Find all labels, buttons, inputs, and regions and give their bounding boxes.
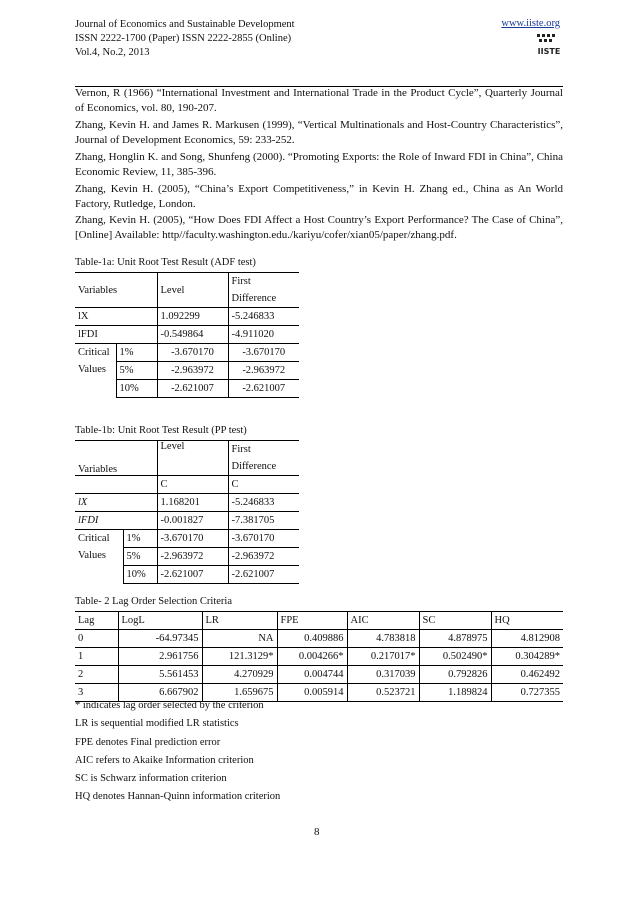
table2-header: FPE [277,612,347,630]
table-row: 3 6.667902 1.659675 0.005914 0.523721 1.189824 0.727355 [75,684,563,702]
table-row: 0 -64.97345 NA 0.409886 4.783818 4.878975 4.812908 [75,630,563,648]
reference-item: Zhang, Kevin H. (2005), “How Does FDI Affect a Host Country’s Export Performance? The Case of China”, [Online] Available: http//faculty.washington.edu./kariyu/cofer/xian05/paper/zhang.pdf. [75,214,563,241]
table2-header: LogL [118,612,202,630]
reference-item: Zhang, Honglin K. and Song, Shunfeng (2000). “Promoting Exports: the Role of Inward FDI in China”, China Economic Review, 11, 385-396. [75,151,563,178]
table2-caption: Table- 2 Lag Order Selection Criteria [75,596,232,607]
table1a-cell: 5% [116,362,157,380]
table1b-cell: -3.670170 [157,530,228,548]
table2-header-row [75,612,563,630]
table1b-header-variables: Variables [75,441,157,476]
table2-note: AIC refers to Akaike Information criterion [75,755,254,766]
table1b-subheader: C [157,476,228,494]
table2-header: LR [202,612,277,630]
table1a-cell: -2.621007 [157,380,228,398]
table1b-cell: 1% [123,530,157,548]
table2-header: HQ [491,612,563,630]
page-number: 8 [314,826,320,838]
table1b-subheader: C [228,476,299,494]
table-row: 1 2.961756 121.3129* 0.004266* 0.217017* 0.502490* 0.304289* [75,648,563,666]
reference-item: Vernon, R (1966) “International Investment and International Trade in the Product Cycle”, Quarterly Journal of Economics, vol. 80, 190-207. [75,87,563,114]
table1b-caption: Table-1b: Unit Root Test Result (PP test) [75,425,247,436]
table1a-header-level: Level [157,273,228,308]
table1b-var-lfdi: lFDI [75,512,157,530]
table1a-cell: -3.670170 [157,344,228,362]
journal-url-link[interactable]: www.iiste.org [501,18,560,29]
svg-text:IISTE: IISTE [537,47,561,56]
table1b-cell: -2.621007 [157,566,228,584]
table1b-critical-label: Critical Values [78,533,110,561]
table1b-var-lx: lX [75,494,157,512]
table2-header: SC [419,612,491,630]
table1b [75,440,299,584]
table2-note: SC is Schwarz information criterion [75,773,227,784]
table2-note: LR is sequential modified LR statistics [75,718,239,729]
table1b-header-level: Level [157,441,228,459]
volume-line: Vol.4, No.2, 2013 [75,47,150,58]
table1a-var-lfdi: lFDI [75,326,157,344]
table1a-cell: -5.246833 [228,308,299,326]
table1b-cell: 10% [123,566,157,584]
table2-header: Lag [75,612,118,630]
table1a [75,272,299,398]
issn-line: ISSN 2222-1700 (Paper) ISSN 2222-2855 (Online) [75,33,292,44]
table1a-cell: -0.549864 [157,326,228,344]
table1a-cell: -3.670170 [228,344,299,362]
table1a-cell: -4.911020 [228,326,299,344]
table2-header: AIC [347,612,419,630]
table1a-cell: 1% [116,344,157,362]
table1b-cell: -5.246833 [228,494,299,512]
table1b-cell: -2.621007 [228,566,299,584]
journal-title: Journal of Economics and Sustainable Development [75,19,295,30]
table1b-cell: -7.381705 [228,512,299,530]
table1a-cell: 1.092299 [157,308,228,326]
table1a-header-first-difference: First Difference [228,273,299,308]
table1a-caption: Table-1a: Unit Root Test Result (ADF test) [75,257,256,268]
table2-note: HQ denotes Hannan-Quinn information criterion [75,791,281,802]
table2-note: FPE denotes Final prediction error [75,737,221,748]
table1b-cell: 1.168201 [157,494,228,512]
table-row: 2 5.561453 4.270929 0.004744 0.317039 0.792826 0.462492 [75,666,563,684]
table1a-cell: -2.963972 [228,362,299,380]
table1b-cell: -3.670170 [228,530,299,548]
table1a-cell: -2.621007 [228,380,299,398]
table1a-var-lx: lX [75,308,157,326]
table1a-critical-label: Critical Values [78,347,110,375]
reference-item: Zhang, Kevin H. (2005), “China’s Export Competitiveness,” in Kevin H. Zhang ed., China as An World Factory, Rutledge, London. [75,183,563,210]
table1b-cell: 5% [123,548,157,566]
table1b-cell: -2.963972 [157,548,228,566]
iiste-logo-icon [535,32,563,56]
reference-item: Zhang, Kevin H. and James R. Markusen (1999), “Vertical Multinationals and Host-Country Characteristics”, Journal of Development Economics, 59: 233-252. [75,119,563,146]
table1b-header-first-difference: First Difference [228,441,299,476]
table2-note: * indicates lag order selected by the criterion [75,700,264,711]
table1a-cell: 10% [116,380,157,398]
table1a-cell: -2.963972 [157,362,228,380]
table2 [75,611,563,702]
table1b-cell: -2.963972 [228,548,299,566]
table1b-cell: -0.001827 [157,512,228,530]
table1a-header-variables: Variables [75,273,157,308]
